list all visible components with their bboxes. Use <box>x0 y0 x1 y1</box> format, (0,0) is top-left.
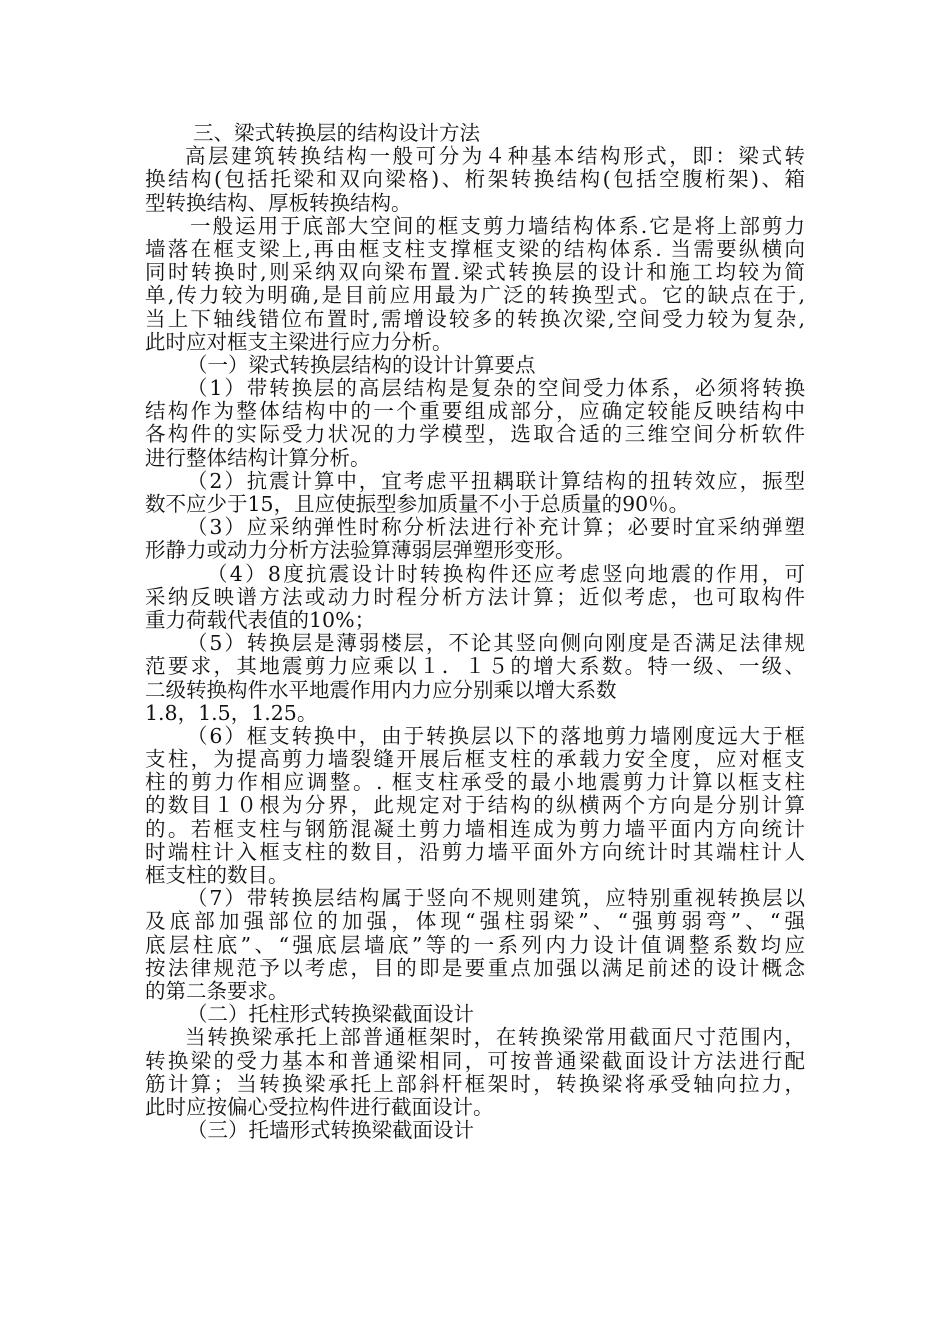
text-line: 的。若框支柱与钢筋混凝土剪力墙相连成为剪力墙平面内方向统计 <box>145 816 805 841</box>
text-line: 当转换梁承托上部普通框架时，在转换梁常用截面尺寸范围内， <box>185 1025 805 1050</box>
text-line: （一）梁式转换层结构的设计计算要点 <box>187 352 536 377</box>
document-page <box>145 122 805 1142</box>
text-line: 框支柱的数目。 <box>145 863 289 887</box>
text-line: （7）带转换层结构属于竖向不规则建筑，应特别重视转换层以 <box>187 886 805 911</box>
text-line: 的数目１０根为分界，此规定对于结构的纵横两个方向是分别计算 <box>145 793 805 818</box>
text-line: 形静力或动力分析方法验算薄弱层弹塑形变形。 <box>145 538 576 563</box>
text-line: 1.8，1.5，1.25。 <box>145 700 318 725</box>
text-line: 换结构(包括托梁和双向梁格)、桁架转换结构(包括空腹桁架)、箱 <box>145 167 805 192</box>
text-line: （1）带转换层的高层结构是复杂的空间受力体系，必须将转换 <box>187 376 805 401</box>
text-line: 高层建筑转换结构一般可分为４种基本结构形式，即：梁式转 <box>185 144 805 169</box>
text-line: 采纳反映谱方法或动力时程分析方法计算；近似考虑，也可取构件 <box>145 584 805 609</box>
text-line: 一般运用于底部大空间的框支剪力墙结构体系.它是将上部剪力 <box>190 213 805 238</box>
section-heading: 三、梁式转换层的结构设计方法 <box>193 121 480 145</box>
text-line: 结构作为整体结构中的一个重要组成部分，应确定较能反映结构中 <box>145 399 805 424</box>
text-line: 二级转换构件水平地震作用内力应分别乘以增大系数 <box>145 677 617 702</box>
text-line: 时端柱计入框支柱的数目，沿剪力墙平面外方向统计时其端柱计人 <box>145 839 805 864</box>
text-line: （6）框支转换中，由于转换层以下的落地剪力墙刚度远大于框 <box>187 723 805 748</box>
text-line: （2）抗震计算中，宜考虑平扭耦联计算结构的扭转效应，振型 <box>187 468 805 493</box>
text-line: （3）应采纳弹性时称分析法进行补充计算；必要时宜采纳弹塑 <box>187 515 805 540</box>
text-line: 此时应对框支主梁进行应力分析。 <box>145 329 453 354</box>
text-line: 转换梁的受力基本和普通梁相同，可按普通梁截面设计方法进行配 <box>145 1048 805 1073</box>
text-line: 同时转换时,则采纳双向梁布置.梁式转换层的设计和施工均较为简 <box>145 260 805 285</box>
text-line: 及底部加强部位的加强，体现“强柱弱梁”、“强剪弱弯”、“强 <box>145 909 805 934</box>
text-line: 单,传力较为明确,是目前应用最为广泛的转换型式。它的缺点在于, <box>145 283 805 308</box>
text-line: 支柱，为提高剪力墙裂缝开展后框支柱的承载力安全度，应对框支 <box>145 747 805 772</box>
text-line: （三）托墙形式转换梁截面设计 <box>187 1118 474 1143</box>
text-line: 按法律规范予以考虑，目的即是要重点加强以满足前述的设计概念 <box>145 955 805 980</box>
text-line: 各构件的实际受力状况的力学模型，选取合适的三维空间分析软件 <box>145 422 805 447</box>
text-line: 数不应少于15，且应使振型参加质量不小于总质量的90％。 <box>145 492 690 516</box>
text-line: 柱的剪力作相应调整。. 框支柱承受的最小地震剪力计算以框支柱 <box>145 770 805 795</box>
text-line: 此时应按偏心受拉构件进行截面设计。 <box>145 1094 494 1119</box>
text-line: 筋计算；当转换梁承托上部斜杆框架时，转换梁将承受轴向拉力， <box>145 1071 805 1096</box>
text-line: 底层柱底”、“强底层墙底”等的一系列内力设计值调整系数均应 <box>145 932 805 957</box>
text-line: 的第二条要求。 <box>145 978 289 1003</box>
text-line: 墙落在框支梁上,再由框支柱支撑框支梁的结构体系. 当需要纵横向 <box>145 236 805 261</box>
text-line: 范要求，其地震剪力应乘以１．１５的增大系数。特一级、一级、 <box>145 654 805 679</box>
text-line: （5）转换层是薄弱楼层，不论其竖向侧向刚度是否满足法律规 <box>187 631 805 656</box>
text-line: （4）8度抗震设计时转换构件还应考虑竖向地震的作用，可 <box>207 561 805 586</box>
text-line: 重力荷载代表值的10%； <box>145 607 376 632</box>
text-line: 型转换结构、厚板转换结构。 <box>145 190 412 215</box>
text-line: （二）托柱形式转换梁截面设计 <box>187 1002 474 1027</box>
text-line: 当上下轴线错位布置时,需增设较多的转换次梁,空间受力较为复杂, <box>145 306 805 331</box>
text-line: 进行整体结构计算分析。 <box>145 445 371 470</box>
